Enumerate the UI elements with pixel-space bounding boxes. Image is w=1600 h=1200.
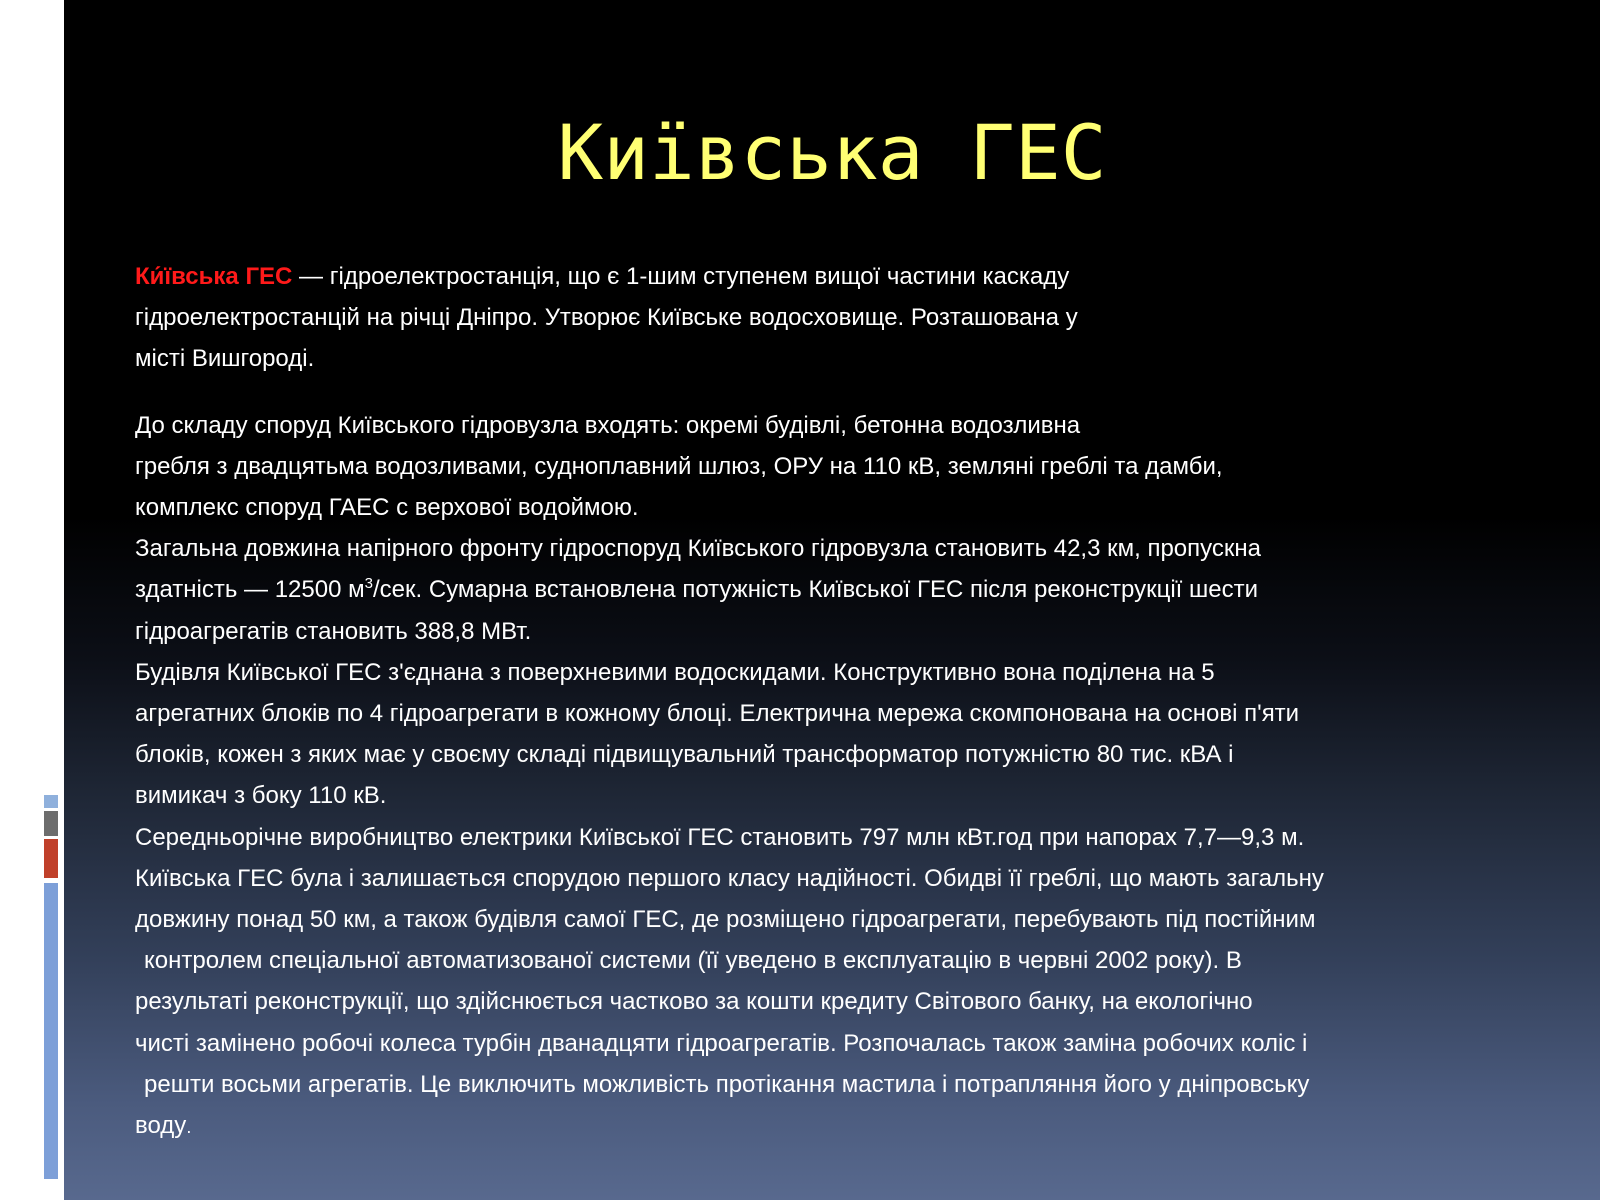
text-line: чисті замінено робочі колеса турбін дванадцяти гідроагрегатів. Розпочалась також заміна робочих коліс і <box>135 1029 1308 1057</box>
text-line: Середньорічне виробництво електрики Київської ГЕС становить 797 млн кВт.год при напорах 7,7—9,3 м. <box>135 823 1305 851</box>
slide-title: Київська ГЕС <box>557 108 1107 197</box>
text-segment: воду <box>135 1112 187 1140</box>
decorative-bar-light-blue <box>44 795 58 808</box>
text-line: довжину понад 50 км, а також будівля самої ГЕС, де розміщено гідроагрегати, перебувають під постійним <box>135 906 1316 934</box>
text-line: контролем спеціальної автоматизованої системи (її уведено в експлуатацію в червні 2002 року). В <box>144 947 1242 975</box>
text-line: гребля з двадцятьма водозливами, судноплавний шлюз, ОРУ на 110 кВ, земляні греблі та дамби, <box>135 452 1223 480</box>
decorative-bar-gray <box>44 811 58 836</box>
decorative-bar-red <box>44 839 58 878</box>
text-line: Київська ГЕС була і залишається спорудою першого класу надійності. Обидві її греблі, що мають загальну <box>135 864 1324 892</box>
text-line: комплекс споруд ГАЕС с верхової водоймою. <box>135 494 639 522</box>
decorative-bar-blue <box>44 883 58 1179</box>
text-line: гідроелектростанцій на річці Дніпро. Утворює Київське водосховище. Розташована у <box>135 304 1078 332</box>
text-line: блоків, кожен з яких має у своєму складі підвищувальний трансформатор потужністю 80 тис. кВА і <box>135 741 1234 769</box>
text-line: результаті реконструкції, що здійснюється частково за кошти кредиту Світового банку, на екологічно <box>135 988 1253 1016</box>
text-segment: . <box>186 1117 192 1138</box>
slide-body <box>135 256 1575 1148</box>
superscript: 3 <box>364 575 373 593</box>
text-line: місті Вишгороді. <box>135 345 315 373</box>
highlighted-term: Ки́ївська ГЕС <box>135 263 293 290</box>
text-line-final <box>135 1105 1575 1148</box>
text-segment: здатність — 12500 м <box>135 576 365 604</box>
text-line: решти восьми агрегатів. Це виключить можливість протікання мастила і потрапляння його у дніпровську <box>144 1070 1310 1098</box>
text-segment: /сек. Сумарна встановлена потужність Київської ГЕС після реконструкції шести <box>372 576 1259 604</box>
intro-text: — гідроелектростанція, що є 1-шим ступенем вищої частини каскаду <box>292 263 1070 290</box>
text-line: вимикач з боку 110 кВ. <box>135 782 387 810</box>
text-line-with-superscript <box>135 569 1575 610</box>
paragraph-intro-line-1 <box>135 256 1575 297</box>
text-line: агрегатних блоків по 4 гідроагрегати в кожному блоці. Електрична мережа скомпонована на основі п'яти <box>135 700 1300 728</box>
text-line: До складу споруд Київського гідровузла входять: окремі будівлі, бетонна водозливна <box>135 411 1081 439</box>
text-line: Загальна довжина напірного фронту гідроспоруд Київського гідровузла становить 42,3 км, пропускна <box>135 535 1261 563</box>
decorative-lines-icon <box>38 20 64 185</box>
text-line: гідроагрегатів становить 388,8 МВт. <box>135 617 532 645</box>
text-line: Будівля Київської ГЕС з'єднана з поверхневими водоскидами. Конструктивно вона поділена на 5 <box>135 658 1215 686</box>
